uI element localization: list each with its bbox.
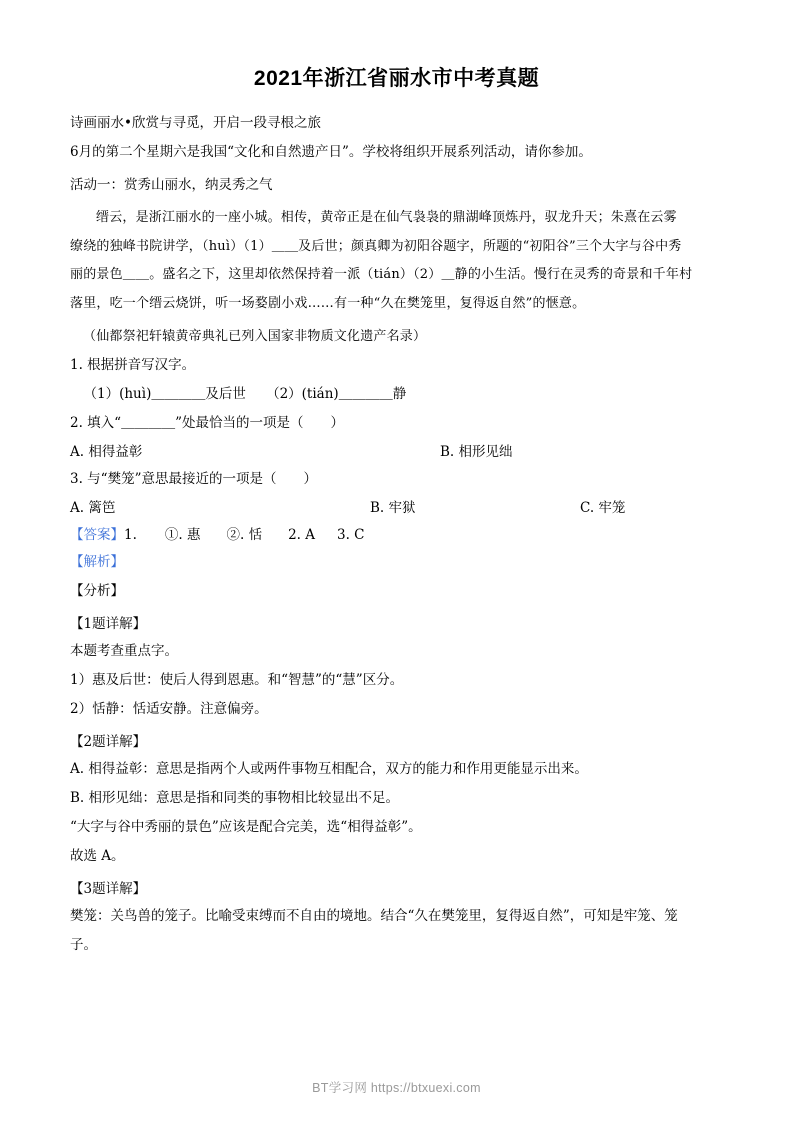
- question-2-stem: 2. 填入“＿＿＿＿”处最恰当的一项是（ ）: [70, 415, 344, 432]
- question-3-option-c[interactable]: C. 牢笼: [580, 500, 626, 517]
- question-2-options: [70, 439, 723, 466]
- answer-item-2: 2. A: [288, 527, 315, 544]
- analysis-block-2-line-2: B. 相形见绌：意思是指和同类的事物相比较显出不足。: [70, 790, 400, 807]
- activity-heading: 活动一：赏秀山丽水，纳灵秀之气: [70, 177, 273, 193]
- analysis-block-2-line-3: “大字与谷中秀丽的景色”应该是配合完美，选“相得益彰”。: [70, 819, 422, 836]
- analysis-block-1-line-1: 本题考查重点字。: [70, 643, 178, 660]
- analysis-tag: 【解析】: [70, 554, 124, 571]
- passage-line-3: 丽的景色＿＿。盛名之下，这里却依然保持着一派（tián）（2）＿静的小生活。慢行在灵秀的奇景和千年村: [70, 267, 693, 283]
- analysis-block-1-heading: 【1题详解】: [70, 616, 147, 633]
- footer-watermark: BT学习网 https://btxuexi.com: [312, 1081, 481, 1095]
- answer-part-1-label: ①: [164, 527, 179, 544]
- analysis-block-2-line-4: 故选 A。: [70, 848, 125, 865]
- analysis-block-3-heading: 【3题详解】: [70, 881, 147, 898]
- intro-line-1: 诗画丽水•欣赏与寻觅，开启一段寻根之旅: [70, 115, 321, 131]
- passage-line-1: 缙云，是浙江丽水的一座小城。相传，黄帝正是在仙气袅袅的鼎湖峰顶炼丹，驭龙升天；朱熹在云雾: [96, 210, 677, 225]
- question-1-stem: 1. 根据拼音写汉字。: [70, 357, 196, 374]
- passage-line-4: 落里，吃一个缙云烧饼，听一场婺剧小戏……有一种“久在樊笼里，复得返自然”的惬意。: [70, 295, 586, 311]
- question-3-options: [70, 495, 723, 522]
- question-3-option-a[interactable]: A. 篱笆: [70, 500, 116, 517]
- question-3-stem: 3. 与“樊笼”意思最接近的一项是（ ）: [70, 471, 317, 488]
- passage-note: （仙都祭祀轩辕黄帝典礼已列入国家非物质文化遗产名录）: [83, 328, 427, 344]
- question-3-option-b[interactable]: B. 牢狱: [370, 500, 416, 517]
- answer-part-1-value: . 惠: [178, 527, 201, 544]
- question-2-option-b[interactable]: B. 相形见绌: [440, 444, 513, 461]
- analysis-heading: 【分析】: [70, 583, 124, 600]
- analysis-block-3-line-2: 子。: [70, 937, 97, 954]
- passage-line-2: 缭绕的独峰书院讲学，（huì）（1）＿＿及后世；颜真卿为初阳谷题字，所题的“初阳谷”三个大字与谷中秀: [70, 238, 682, 254]
- answer-part-2-value: . 恬: [239, 527, 263, 544]
- analysis-block-1-line-3: 2）恬静：恬适安静。注意偏旁。: [70, 701, 268, 718]
- answer-item-3: 3. C: [337, 527, 365, 544]
- answer-line: [70, 522, 723, 549]
- answer-number: 1.: [124, 527, 137, 544]
- page-title: 2021年浙江省丽水市中考真题: [253, 67, 540, 90]
- analysis-block-1-line-2: 1）惠及后世：使后人得到恩惠。和“智慧”的“慧”区分。: [70, 672, 404, 689]
- analysis-block-3-line-1: 樊笼：关鸟兽的笼子。比喻受束缚而不自由的境地。结合“久在樊笼里，复得返自然”，可知是牢笼、笼: [70, 908, 678, 925]
- intro-line-2: 6月的第二个星期六是我国“文化和自然遗产日”。学校将组织开展系列活动，请你参加。: [70, 144, 592, 160]
- analysis-block-2-heading: 【2题详解】: [70, 734, 147, 751]
- question-2-option-a[interactable]: A. 相得益彰: [70, 444, 143, 461]
- analysis-block-2-line-1: A. 相得益彰：意思是指两个人或两件事物互相配合，双方的能力和作用更能显示出来。: [70, 761, 588, 778]
- question-1-sub: （1）(huì)＿＿＿＿及后世 （2）(tián)＿＿＿＿静: [83, 386, 407, 403]
- answer-tag: 【答案】: [70, 527, 124, 544]
- answer-part-2-label: ②: [226, 527, 240, 544]
